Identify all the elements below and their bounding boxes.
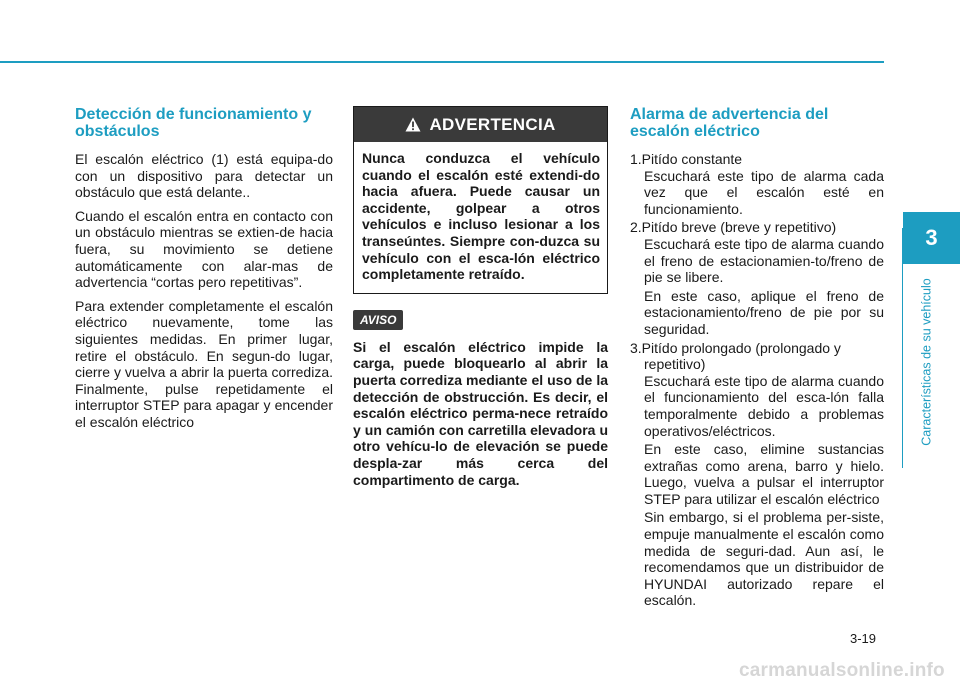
list-item-detail: En este caso, aplique el freno de estacionamiento/freno de pie por su seguridad. xyxy=(644,287,884,337)
list-item xyxy=(630,151,884,217)
chapter-title-text: Características de su vehículo xyxy=(920,278,935,446)
side-rule xyxy=(902,228,903,468)
page-number: 3-19 xyxy=(850,631,877,646)
notice-label: AVISO xyxy=(353,310,403,330)
list-item-lead: 1.Pitído constante xyxy=(630,151,743,167)
list-item-detail: Escuchará este tipo de alarma cuando el freno de estacionamien-to/freno de pie se libere. xyxy=(644,235,884,286)
paragraph: El escalón eléctrico (1) está equipa-do con un dispositivo para detectar un obstáculo que está delante.. xyxy=(75,151,333,201)
warning-box xyxy=(353,106,608,294)
list-item-detail: Sin embargo, si el problema per-siste, empuje manualmente el escalón como medida de seguri-dad. Aun así, le recomendamos que un distribuidor de HYUNDAI autorizado repare el escalón. xyxy=(644,509,884,609)
heading-alarm: Alarma de advertencia del escalón eléctrico xyxy=(630,106,829,140)
warning-text: Nunca conduzca el vehículo cuando el escalón esté extendi-do hacia afuera. Puede causar un accidente, golpear a otros vehículos e incluso lesionar a los transeúntes. Siempre con-duzca su vehículo con el esca-lón eléctrico completamente retraído. xyxy=(362,150,600,283)
heading-detection: Detección de funcionamiento y obstáculos xyxy=(75,106,312,140)
paragraph: Cuando el escalón entra en contacto con un obstáculo mientras se extien-de hacia fuera, su movimiento se detiene automáticamente con alar-mas de advertencia “cortas pero repetitivas”. xyxy=(75,207,333,291)
warning-header xyxy=(354,107,607,142)
list-item xyxy=(630,219,884,337)
list-item xyxy=(630,340,884,610)
paragraph: Para extender completamente el escalón eléctrico nuevamente, tome las siguientes medidas. En primer lugar, retire el obstáculo. En segun-do lugar, cierre y vuelva a abrir la puerta corrediza. Finalmente, pulse repetidamente el interruptor STEP para apagar y encender el escalón eléctrico xyxy=(75,297,333,430)
list-item-detail: Escuchará este tipo de alarma cuando el funcionamiento del esca-lón falla temporalmente debido a problemas operativos/eléctricos. xyxy=(644,372,884,439)
list-item-lead: 2.Pitído breve (breve y repetitivo) xyxy=(630,219,837,236)
watermark: carmanualsonline.info xyxy=(739,660,945,681)
top-rule xyxy=(0,61,884,63)
list-item-detail: Escuchará este tipo de alarma cada vez que el escalón esté en funcionamiento. xyxy=(644,167,884,217)
warning-title: ADVERTENCIA xyxy=(429,114,556,134)
column-alarm xyxy=(630,106,884,611)
list-item-lead: 3.Pitído prolongado (prolongado y repetitivo) xyxy=(630,339,841,373)
list-item-detail: En este caso, elimine sustancias extrañas como arena, barro y hielo. Luego, vuelva a pulsar el interruptor STEP para utilizar el escalón eléctrico xyxy=(644,441,884,507)
column-detection xyxy=(75,106,333,438)
chapter-tab: 3 xyxy=(903,212,960,264)
column-warning xyxy=(353,106,608,495)
notice-text: Si el escalón eléctrico impide la carga, puede bloquearlo al abrir la puerta corrediza mediante el uso de la detección de obstrucción. Es decir, el escalón eléctrico perma-nece retraído y un camión con carretilla elevadora u otro vehícu-lo de elevación se puede despla-zar más cerca del compartimento de carga. xyxy=(353,338,608,488)
chapter-title xyxy=(910,262,944,462)
warning-triangle-icon xyxy=(405,117,421,132)
